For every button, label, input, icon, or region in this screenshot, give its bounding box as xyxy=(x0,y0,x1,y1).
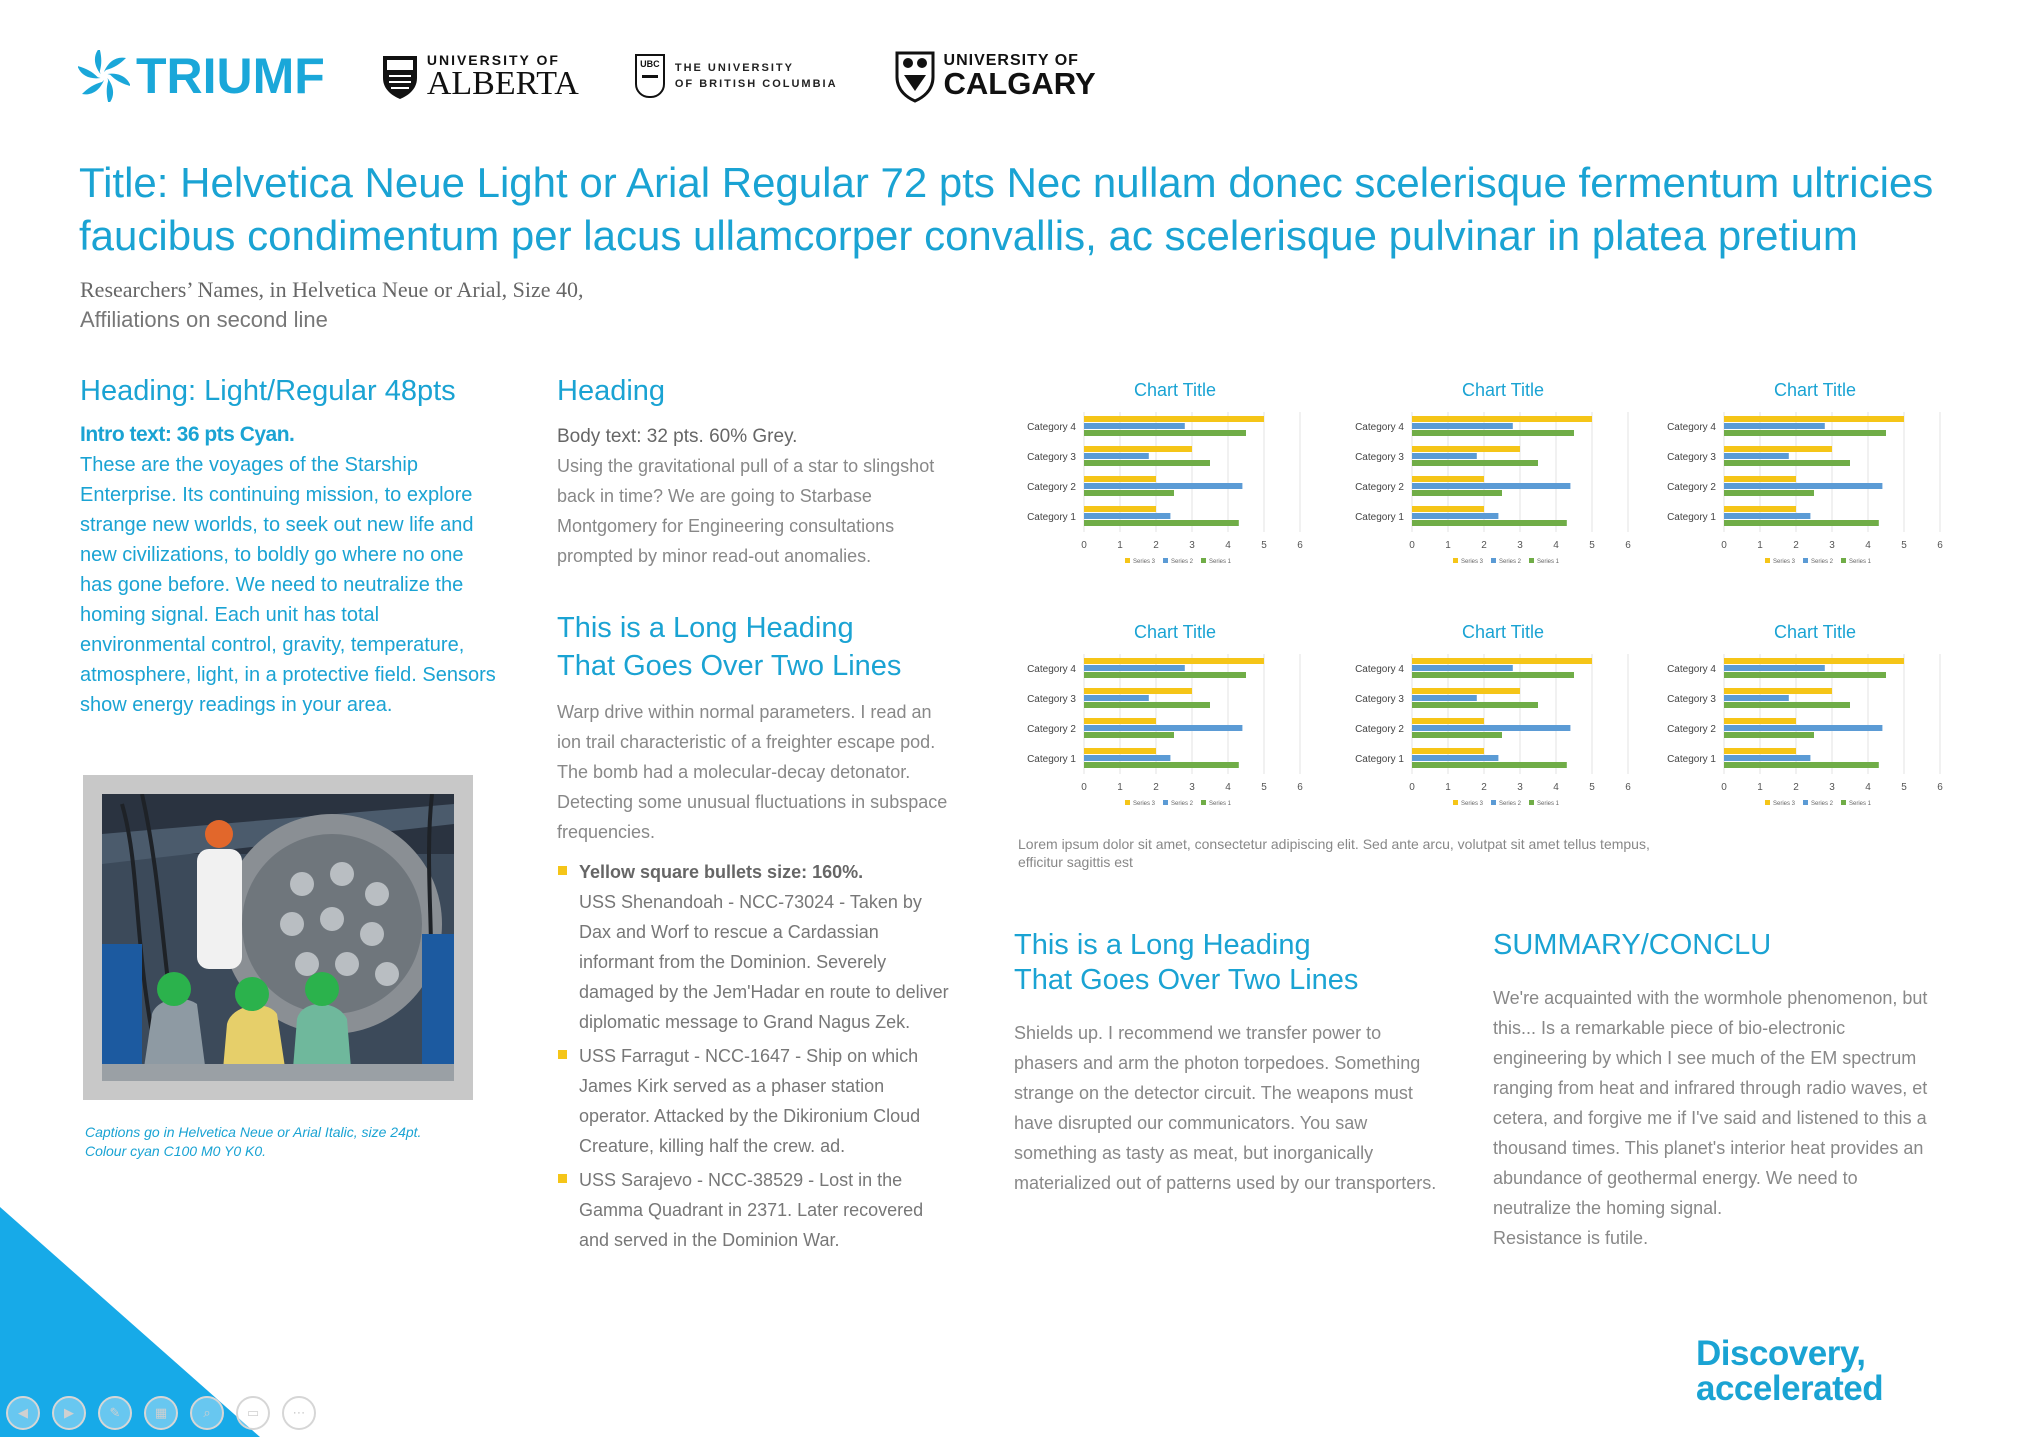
summary-text: We're acquainted with the wormhole phenomenon, but this... Is a remarkable piece of bio-electronic engineering by which I see much of the EM spectrum ranging from heat and infrared through radio waves, et cetera, and forgive me if I've said and listened to this a thousand times. This planet's interior heat provides an abundance of geothermal energy. We need to neutralize the homing signal. xyxy=(1493,988,1928,1218)
col2-long-heading xyxy=(557,609,957,685)
legend-label: Series 3 xyxy=(1461,559,1484,565)
bar xyxy=(1084,755,1170,761)
x-tick-label: 2 xyxy=(1481,782,1487,793)
x-tick-label: 4 xyxy=(1553,540,1559,551)
x-tick-label: 6 xyxy=(1937,782,1943,793)
bar xyxy=(1084,688,1192,694)
category-label: Category 2 xyxy=(1667,482,1716,493)
bar xyxy=(1084,460,1210,466)
col2-heading: Heading xyxy=(557,375,666,407)
x-tick-label: 1 xyxy=(1445,782,1451,793)
category-label: Category 3 xyxy=(1667,452,1716,463)
legend-label: Series 3 xyxy=(1461,801,1484,807)
bar xyxy=(1724,416,1904,422)
ubc-line2: OF BRITISH COLUMBIA xyxy=(674,78,838,90)
category-label: Category 3 xyxy=(1027,452,1076,463)
x-tick-label: 3 xyxy=(1189,782,1195,793)
legend-swatch xyxy=(1201,558,1206,563)
bar xyxy=(1724,702,1850,708)
chart-caption: Lorem ipsum dolor sit amet, consectetur adipiscing elit. Sed ante arcu, volutpat sit amet tellus tempus, efficitur sagittis est xyxy=(1018,836,1650,870)
x-tick-label: 5 xyxy=(1901,782,1907,793)
bar xyxy=(1084,423,1185,429)
x-tick-label: 1 xyxy=(1757,782,1763,793)
legend-swatch xyxy=(1841,558,1846,563)
legend-label: Series 2 xyxy=(1171,559,1194,565)
category-label: Category 3 xyxy=(1355,452,1404,463)
bar xyxy=(1412,453,1477,459)
legend-swatch xyxy=(1529,558,1534,563)
category-label: Category 4 xyxy=(1667,664,1716,675)
legend-label: Series 3 xyxy=(1133,559,1156,565)
bar xyxy=(1084,483,1242,489)
triumf-pinwheel-icon xyxy=(78,50,130,102)
poster-title: Title: Helvetica Neue Light or Arial Regular 72 pts Nec nullam donec scelerisque fermentum ultricies faucibus condimentum per lacus ullamcorper convallis, ac scelerisque pulvinar in platea pretium xyxy=(79,159,1934,259)
col2-long-heading-line2: That Goes Over Two Lines xyxy=(557,650,902,682)
caption-line-1: Captions go in Helvetica Neue or Arial Italic, size 24pt. xyxy=(85,1124,422,1140)
x-tick-label: 3 xyxy=(1189,540,1195,551)
bar-chart-1 xyxy=(1010,372,1320,592)
slides-icon[interactable]: ▦ xyxy=(144,1396,178,1430)
bar xyxy=(1724,725,1882,731)
bar xyxy=(1412,755,1498,761)
category-label: Category 1 xyxy=(1027,754,1076,765)
bar xyxy=(1412,430,1574,436)
bullet-item xyxy=(557,857,957,1037)
category-label: Category 4 xyxy=(1355,664,1404,675)
bar xyxy=(1724,423,1825,429)
legend-swatch xyxy=(1453,800,1458,805)
x-tick-label: 2 xyxy=(1153,782,1159,793)
bar xyxy=(1724,453,1789,459)
camera-off-icon[interactable]: ▭ xyxy=(236,1396,270,1430)
bar xyxy=(1724,695,1789,701)
tagline xyxy=(1696,1336,1883,1406)
bar xyxy=(1084,416,1264,422)
alberta-small-text: UNIVERSITY OF xyxy=(426,52,560,68)
alberta-big-text: ALBERTA xyxy=(426,65,579,102)
x-tick-label: 6 xyxy=(1937,540,1943,551)
legend-swatch xyxy=(1491,800,1496,805)
ubc-crest-sun-icon xyxy=(642,75,658,85)
bar xyxy=(1724,430,1886,436)
bar xyxy=(1724,688,1832,694)
bar xyxy=(1724,520,1879,526)
x-tick-label: 5 xyxy=(1261,782,1267,793)
summary-closing: Resistance is futile. xyxy=(1493,1228,1649,1248)
bar-chart-6 xyxy=(1650,614,1960,834)
x-tick-label: 3 xyxy=(1829,540,1835,551)
researchers-names: Researchers’ Names, in Helvetica Neue or Arial, Size 40, xyxy=(80,277,584,302)
bar xyxy=(1084,695,1149,701)
legend-label: Series 1 xyxy=(1537,801,1560,807)
chart-title: Chart Title xyxy=(1773,380,1857,400)
col3-heading-line2: That Goes Over Two Lines xyxy=(1014,964,1359,996)
legend-label: Series 2 xyxy=(1499,801,1522,807)
legend-swatch xyxy=(1841,800,1846,805)
legend-label: Series 3 xyxy=(1773,801,1796,807)
legend-label: Series 2 xyxy=(1171,801,1194,807)
bar-chart-2 xyxy=(1338,372,1648,592)
bar xyxy=(1412,672,1574,678)
col2-paragraph-2: Warp drive within normal parameters. I read an ion trail characteristic of a freighter escape pod. The bomb had a molecular-decay detonator. Detecting some unusual fluctuations in subspace frequencies. xyxy=(557,702,948,842)
x-tick-label: 0 xyxy=(1721,782,1727,793)
category-label: Category 1 xyxy=(1355,512,1404,523)
bar xyxy=(1084,490,1174,496)
legend-swatch xyxy=(1201,800,1206,805)
bar-chart-4 xyxy=(1010,614,1320,834)
bar xyxy=(1412,688,1520,694)
x-tick-label: 5 xyxy=(1901,540,1907,551)
legend-swatch xyxy=(1765,558,1770,563)
bar xyxy=(1724,658,1904,664)
calgary-big-text: CALGARY xyxy=(943,66,1096,101)
bar xyxy=(1084,513,1170,519)
bar xyxy=(1412,423,1513,429)
bar xyxy=(1412,476,1484,482)
triumf-wordmark: TRIUMF xyxy=(136,48,325,104)
x-tick-label: 4 xyxy=(1865,782,1871,793)
bar xyxy=(1412,665,1513,671)
legend-swatch xyxy=(1491,558,1496,563)
pen-icon[interactable]: ✎ xyxy=(98,1396,132,1430)
bar xyxy=(1724,672,1886,678)
col2-body-bold: Body text: 32 pts. 60% Grey. xyxy=(557,426,798,447)
bar xyxy=(1412,658,1592,664)
category-label: Category 2 xyxy=(1355,482,1404,493)
bar xyxy=(1724,506,1796,512)
bar xyxy=(1724,476,1796,482)
bar xyxy=(1412,513,1498,519)
col1-intro-bold: Intro text: 36 pts Cyan. xyxy=(80,423,295,446)
bar xyxy=(1084,665,1185,671)
col3-heading xyxy=(1014,928,1444,998)
col2-body-text: Using the gravitational pull of a star to slingshot back in time? We are going to Starbase Montgomery for Engineering consultations prompted by minor read-out anomalies. xyxy=(557,456,935,566)
bar xyxy=(1084,430,1246,436)
category-label: Category 3 xyxy=(1027,694,1076,705)
bar xyxy=(1412,483,1570,489)
affiliations: Affiliations on second line xyxy=(80,307,328,332)
bar xyxy=(1084,748,1156,754)
bullet-lead: Yellow square bullets size: 160%. xyxy=(579,862,864,882)
column-2 xyxy=(557,372,957,1259)
calgary-logo xyxy=(894,49,1096,103)
bar xyxy=(1724,718,1796,724)
ubc-crest xyxy=(635,54,665,98)
bar xyxy=(1084,453,1149,459)
bar xyxy=(1412,748,1484,754)
photo-frame xyxy=(83,775,473,1100)
x-tick-label: 2 xyxy=(1793,782,1799,793)
column-1 xyxy=(80,372,500,720)
x-tick-label: 0 xyxy=(1081,782,1087,793)
bar xyxy=(1412,446,1520,452)
bar xyxy=(1724,513,1810,519)
category-label: Category 4 xyxy=(1355,422,1404,433)
x-tick-label: 0 xyxy=(1721,540,1727,551)
bar xyxy=(1412,732,1502,738)
bullet-item xyxy=(557,1041,957,1161)
caption-line-2: Colour cyan C100 M0 Y0 K0. xyxy=(85,1143,267,1159)
alberta-crest-icon xyxy=(381,52,419,100)
x-tick-label: 4 xyxy=(1225,540,1231,551)
bar-chart-5 xyxy=(1338,614,1648,834)
bullet-text: USS Shenandoah - NCC-73024 - Taken by Dax and Worf to rescue a Cardassian informant from the Dominion. Severely damaged by the Jem'Hadar en route to deliver diplomatic message to Grand Nagus Zek. xyxy=(579,892,949,1032)
column-3 xyxy=(1014,928,1444,1198)
bar xyxy=(1724,755,1810,761)
legend-label: Series 2 xyxy=(1811,801,1834,807)
legend-label: Series 2 xyxy=(1811,559,1834,565)
bar xyxy=(1724,748,1796,754)
more-icon[interactable]: ⋯ xyxy=(282,1396,316,1430)
tagline-line1: Discovery, xyxy=(1696,1334,1866,1373)
bullet-item xyxy=(557,1165,957,1255)
x-tick-label: 6 xyxy=(1297,540,1303,551)
x-tick-label: 5 xyxy=(1589,782,1595,793)
bar xyxy=(1724,762,1879,768)
next-icon[interactable]: ▶ xyxy=(52,1396,86,1430)
x-tick-label: 5 xyxy=(1589,540,1595,551)
x-tick-label: 4 xyxy=(1865,540,1871,551)
triumf-logo xyxy=(78,47,325,105)
charts-grid xyxy=(1010,372,1980,832)
bar xyxy=(1084,718,1156,724)
x-tick-label: 2 xyxy=(1481,540,1487,551)
chart-title: Chart Title xyxy=(1461,622,1545,642)
category-label: Category 2 xyxy=(1027,482,1076,493)
bar xyxy=(1084,672,1246,678)
category-label: Category 4 xyxy=(1667,422,1716,433)
legend-label: Series 1 xyxy=(1849,559,1872,565)
bar xyxy=(1724,460,1850,466)
alberta-logo xyxy=(381,52,579,100)
bar xyxy=(1412,702,1538,708)
category-label: Category 2 xyxy=(1027,724,1076,735)
bar xyxy=(1412,762,1567,768)
bar xyxy=(1724,446,1832,452)
ubc-crest-text: UBC xyxy=(640,59,660,69)
tagline-line2: accelerated xyxy=(1696,1369,1884,1408)
legend-swatch xyxy=(1125,558,1130,563)
chart-title: Chart Title xyxy=(1773,622,1857,642)
chart-title: Chart Title xyxy=(1133,622,1217,642)
x-tick-label: 1 xyxy=(1117,540,1123,551)
legend-label: Series 1 xyxy=(1537,559,1560,565)
lab-photo xyxy=(102,794,454,1081)
chart-title: Chart Title xyxy=(1461,380,1545,400)
bar xyxy=(1412,490,1502,496)
bullet-text: USS Farragut - NCC-1647 - Ship on which James Kirk served as a phaser station operator. Attacked by the Dikironium Cloud Creature, killing half the crew. ad. xyxy=(579,1046,921,1156)
col3-heading-line1: This is a Long Heading xyxy=(1014,929,1311,961)
category-label: Category 4 xyxy=(1027,422,1076,433)
x-tick-label: 6 xyxy=(1297,782,1303,793)
bar xyxy=(1724,732,1814,738)
category-label: Category 2 xyxy=(1667,724,1716,735)
x-tick-label: 3 xyxy=(1829,782,1835,793)
x-tick-label: 5 xyxy=(1261,540,1267,551)
legend-swatch xyxy=(1453,558,1458,563)
presentation-toolbar xyxy=(6,1396,328,1430)
category-label: Category 3 xyxy=(1667,694,1716,705)
bar xyxy=(1084,725,1242,731)
logo-bar xyxy=(78,46,1152,106)
bar-chart-3 xyxy=(1650,372,1960,592)
legend-label: Series 1 xyxy=(1209,559,1232,565)
legend-label: Series 3 xyxy=(1133,801,1156,807)
category-label: Category 4 xyxy=(1027,664,1076,675)
legend-swatch xyxy=(1803,558,1808,563)
bar xyxy=(1724,665,1825,671)
x-tick-label: 6 xyxy=(1625,540,1631,551)
x-tick-label: 4 xyxy=(1553,782,1559,793)
x-tick-label: 1 xyxy=(1757,540,1763,551)
x-tick-label: 0 xyxy=(1081,540,1087,551)
bar xyxy=(1412,506,1484,512)
category-label: Category 3 xyxy=(1355,694,1404,705)
bar xyxy=(1412,725,1570,731)
bar xyxy=(1084,520,1239,526)
legend-label: Series 1 xyxy=(1209,801,1232,807)
legend-label: Series 1 xyxy=(1849,801,1872,807)
category-label: Category 1 xyxy=(1355,754,1404,765)
summary-heading: SUMMARY/CONCLU xyxy=(1493,929,1772,961)
bar xyxy=(1412,718,1484,724)
x-tick-label: 6 xyxy=(1625,782,1631,793)
calgary-small-text: UNIVERSITY OF xyxy=(943,52,1079,69)
bar xyxy=(1412,695,1477,701)
prev-icon[interactable]: ◀ xyxy=(6,1396,40,1430)
category-label: Category 1 xyxy=(1027,512,1076,523)
bar xyxy=(1412,416,1592,422)
category-label: Category 1 xyxy=(1667,512,1716,523)
x-tick-label: 1 xyxy=(1117,782,1123,793)
bar xyxy=(1084,762,1239,768)
x-tick-label: 2 xyxy=(1153,540,1159,551)
chart-title: Chart Title xyxy=(1133,380,1217,400)
x-tick-label: 2 xyxy=(1793,540,1799,551)
legend-swatch xyxy=(1765,800,1770,805)
col2-long-heading-line1: This is a Long Heading xyxy=(557,612,854,644)
col3-text: Shields up. I recommend we transfer power to phasers and arm the photon torpedoes. Something strange on the detector circuit. The weapons must have disrupted our communicators. You saw something as tasty as meat, but inorganically materialized out of patterns used by our transporters. xyxy=(1014,1023,1437,1193)
column-4 xyxy=(1493,928,1933,1253)
x-tick-label: 3 xyxy=(1517,782,1523,793)
legend-swatch xyxy=(1529,800,1534,805)
legend-swatch xyxy=(1125,800,1130,805)
bar xyxy=(1412,520,1567,526)
bullet-text: USS Sarajevo - NCC-38529 - Lost in the Gamma Quadrant in 2371. Later recovered and served in the Dominion War. xyxy=(579,1170,924,1250)
bar xyxy=(1724,490,1814,496)
bar xyxy=(1412,460,1538,466)
legend-label: Series 2 xyxy=(1499,559,1522,565)
x-tick-label: 4 xyxy=(1225,782,1231,793)
bar xyxy=(1084,446,1192,452)
legend-swatch xyxy=(1163,800,1168,805)
col1-heading: Heading: Light/Regular 48pts xyxy=(80,375,456,407)
bar xyxy=(1084,506,1156,512)
category-label: Category 2 xyxy=(1355,724,1404,735)
calgary-crest-icon xyxy=(894,49,936,103)
ubc-line1: THE UNIVERSITY xyxy=(674,62,794,74)
legend-swatch xyxy=(1803,800,1808,805)
x-tick-label: 0 xyxy=(1409,540,1415,551)
bar xyxy=(1084,476,1156,482)
x-tick-label: 0 xyxy=(1409,782,1415,793)
col1-intro-text: These are the voyages of the Starship Enterprise. Its continuing mission, to explore strange new worlds, to seek out new life and new civilizations, to boldly go where no one has gone before. We need to neutralize the homing signal. Each unit has total environmental control, gravity, temperature, atmosphere, light, in a protective field. Sensors show energy readings in your area. xyxy=(80,454,496,716)
x-tick-label: 1 xyxy=(1445,540,1451,551)
category-label: Category 1 xyxy=(1667,754,1716,765)
ubc-logo xyxy=(635,54,838,98)
legend-swatch xyxy=(1163,558,1168,563)
bar xyxy=(1084,658,1264,664)
zoom-icon[interactable]: ⌕ xyxy=(190,1396,224,1430)
bar xyxy=(1084,702,1210,708)
bar xyxy=(1084,732,1174,738)
bar xyxy=(1724,483,1882,489)
bullet-list xyxy=(557,857,957,1255)
x-tick-label: 3 xyxy=(1517,540,1523,551)
photo-caption xyxy=(85,1123,485,1161)
legend-label: Series 3 xyxy=(1773,559,1796,565)
